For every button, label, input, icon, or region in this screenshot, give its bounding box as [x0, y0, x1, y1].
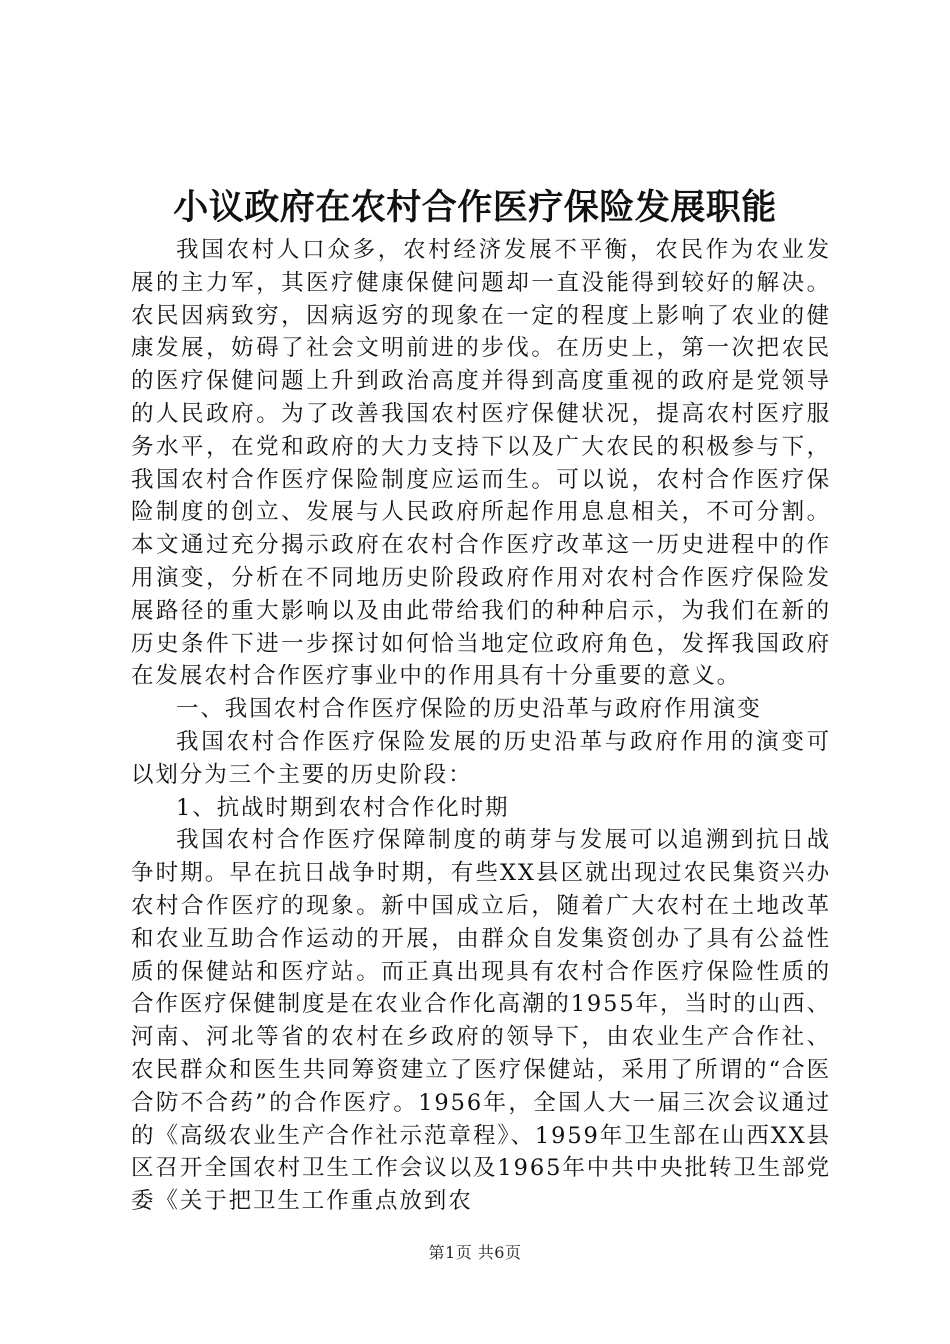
- paragraph-intro: 我国农村人口众多，农村经济发展不平衡，农民作为农业发展的主力军，其医疗健康保健问题却一直没能得到较好的解决。农民因病致穷，因病返穷的现象在一定的程度上影响了农业的健康发展，妨碍了社会文明前进的步伐。在历史上，第一次把农民的医疗保健问题上升到政治高度并得到高度重视的政府是党领导的人民政府。为了改善我国农村医疗保健状况，提高农村医疗服务水平，在党和政府的大力支持下以及广大农民的积极参与下，我国农村合作医疗保险制度应运而生。可以说，农村合作医疗保险制度的创立、发展与人民政府所起作用息息相关，不可分割。本文通过充分揭示政府在农村合作医疗改革这一历史进程中的作用演变，分析在不同地历史阶段政府作用对农村合作医疗保险发展路径的重大影响以及由此带给我们的种种启示，为我们在新的历史条件下进一步探讨如何恰当地定位政府角色，发挥我国政府在发展农村合作医疗事业中的作用具有十分重要的意义。: [131, 237, 831, 690]
- paragraph-stages: 我国农村合作医疗保险发展的历史沿革与政府作用的演变可以划分为三个主要的历史阶段：: [131, 728, 831, 788]
- paragraph-history: 我国农村合作医疗保障制度的萌芽与发展可以追溯到抗日战争时期。早在抗日战争时期，有些XX县区就出现过农民集资兴办农村合作医疗的现象。新中国成立后，随着广大农村在土地改革和农业互助合作运动的开展，由群众自发集资创办了具有公益性质的保健站和医疗站。而正真出现具有农村合作医疗保险性质的合作医疗保健制度是在农业合作化高潮的1955年，当时的山西、河南、河北等省的农村在乡政府的领导下，由农业生产合作社、农民群众和医生共同筹资建立了医疗保健站，采用了所谓的“合医合防不合药”的合作医疗。1956年，全国人大一届三次会议通过的《高级农业生产合作社示范章程》、1959年卫生部在山西XX县区召开全国农村卫生工作会议以及1965年中共中央批转卫生部党委《关于把卫生工作重点放到农: [131, 827, 831, 1215]
- document-title: 小议政府在农村合作医疗保险发展职能: [173, 187, 777, 228]
- document-body: [131, 234, 831, 1218]
- page-footer: 第1页 共6页: [428, 1243, 522, 1262]
- section-heading-1: 一、我国农村合作医疗保险的历史沿革与政府作用演变: [176, 696, 762, 723]
- subsection-heading-1: 1、抗战时期到农村合作化时期: [176, 794, 510, 821]
